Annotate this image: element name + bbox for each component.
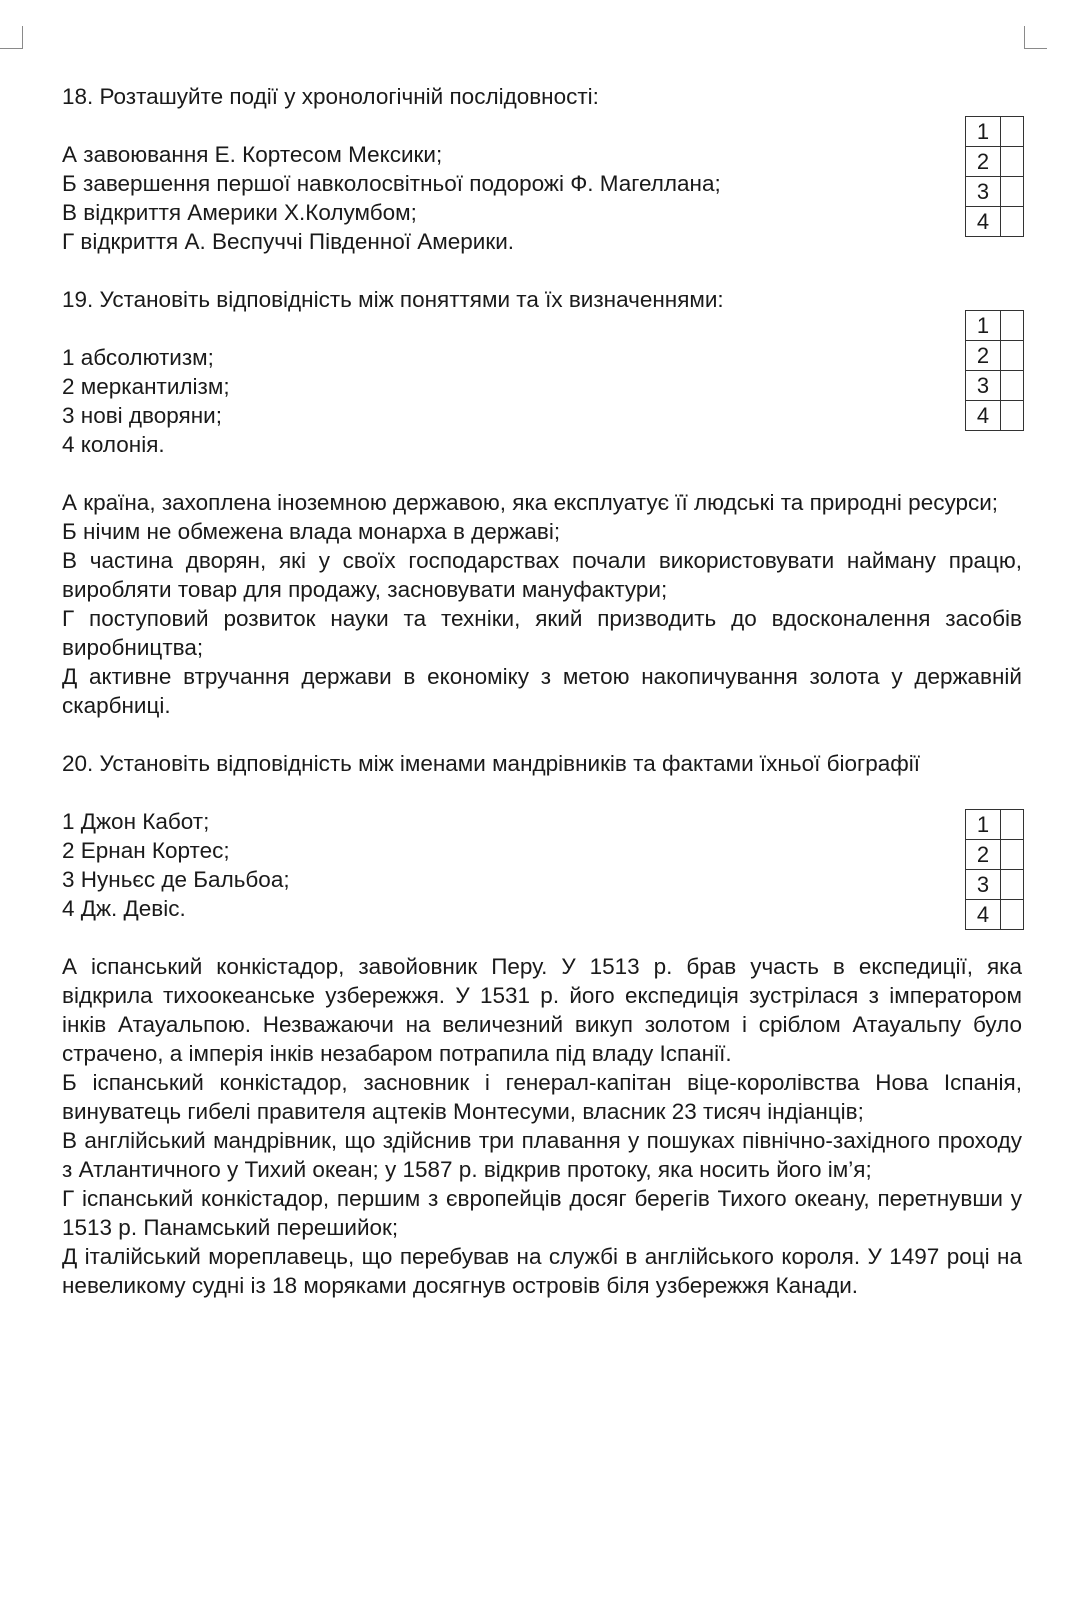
grid-number: 1 (966, 117, 1001, 147)
list-item: 2 меркантилізм; (62, 374, 230, 399)
answer-cell[interactable] (1001, 177, 1024, 207)
list-item: Б нічим не обмежена влада монарха в державі; (62, 519, 561, 544)
list-item: 2 Ернан Кортес; (62, 838, 230, 863)
list-item: 3 Нуньєс де Бальбоа; (62, 867, 290, 892)
list-item: Д італійський мореплавець, що перебував на службі в англійського короля. У 1497 році на невеликому судні із 18 моряками досягнув островів біля узбережжя Канади. (62, 1244, 1022, 1298)
grid-number: 3 (966, 870, 1001, 900)
list-item: 4 колонія. (62, 432, 165, 457)
grid-number: 3 (966, 371, 1001, 401)
list-item: Г поступовий розвиток науки та техніки, який призводить до вдосконалення засобів виробництва; (62, 606, 1022, 660)
grid-number: 2 (966, 840, 1001, 870)
list-item: В частина дворян, які у своїх господарствах почали використовувати найману працю, виробляти товар для продажу, засновувати мануфактури; (62, 548, 1022, 602)
grid-number: 1 (966, 810, 1001, 840)
question-20-facts (62, 952, 1022, 1300)
grid-number: 2 (966, 341, 1001, 371)
list-item: 1 Джон Кабот; (62, 809, 210, 834)
answer-cell[interactable] (1001, 900, 1024, 930)
list-item: Г іспанський конкістадор, першим з європейців досяг берегів Тихого океану, перетнувши у 1513 р. Панамський перешийок; (62, 1186, 1022, 1240)
question-18-title: 18. Розташуйте події у хронологічній послідовності: (62, 84, 599, 109)
answer-cell[interactable] (1001, 311, 1024, 341)
list-item: А завоювання Е. Кортесом Мексики; (62, 142, 443, 167)
list-item: Б іспанський конкістадор, засновник і генерал-капітан віце-королівства Нова Іспанія, винуватець гибелі правителя ацтеків Монтесуми, власник 23 тисяч індіанців; (62, 1070, 1022, 1124)
grid-number: 4 (966, 401, 1001, 431)
list-item: Д активне втручання держави в економіку з метою накопичування золота у державній скарбниці. (62, 664, 1022, 718)
question-20-title: 20. Установіть відповідність між іменами мандрівників та фактами їхньої біографії (62, 751, 920, 776)
question-19-title: 19. Установіть відповідність між поняттями та їх визначеннями: (62, 287, 724, 312)
answer-cell[interactable] (1001, 117, 1024, 147)
page-corner-mark-right (1024, 26, 1047, 49)
question-18-events (62, 140, 1022, 256)
question-19-terms (62, 343, 1022, 459)
list-item: А іспанський конкістадор, завойовник Перу. У 1513 р. брав участь в експедиції, яка відкрила тихоокеанське узбережжя. У 1531 р. його експедиція зустрілася з імператором інків Атауальпою. Незважаючи на величезний викуп золотом і сріблом Атауальпу було страчено, а імперія інків незабаром потрапила під владу Іспанії. (62, 954, 1022, 1066)
answer-cell[interactable] (1001, 401, 1024, 431)
list-item: В відкриття Америки Х.Колумбом; (62, 200, 417, 225)
question-20-names (62, 807, 1022, 923)
grid-number: 2 (966, 147, 1001, 177)
question-20 (62, 749, 1022, 1300)
grid-number: 4 (966, 207, 1001, 237)
question-19 (62, 285, 1022, 720)
list-item: 3 нові дворяни; (62, 403, 222, 428)
answer-cell[interactable] (1001, 870, 1024, 900)
list-item: 1 абсолютизм; (62, 345, 214, 370)
grid-number: 4 (966, 900, 1001, 930)
answer-grid-19 (965, 310, 1024, 431)
answer-cell[interactable] (1001, 371, 1024, 401)
grid-number: 1 (966, 311, 1001, 341)
list-item: 4 Дж. Девіс. (62, 896, 186, 921)
question-19-definitions (62, 488, 1022, 720)
document-page (62, 82, 1022, 1300)
list-item: Г відкриття А. Веспуччі Південної Америки. (62, 229, 515, 254)
question-18 (62, 82, 1022, 256)
list-item: В англійський мандрівник, що здійснив три плавання у пошуках північно-західного проходу з Атлантичного у Тихий океан; у 1587 р. відкрив протоку, яка носить його ім’я; (62, 1128, 1022, 1182)
list-item: Б завершення першої навколосвітньої подорожі Ф. Магеллана; (62, 171, 721, 196)
answer-cell[interactable] (1001, 341, 1024, 371)
answer-cell[interactable] (1001, 147, 1024, 177)
answer-cell[interactable] (1001, 840, 1024, 870)
grid-number: 3 (966, 177, 1001, 207)
list-item: А країна, захоплена іноземною державою, яка експлуатує її людські та природні ресурси; (62, 490, 999, 515)
page-corner-mark-left (0, 26, 23, 49)
answer-grid-18 (965, 116, 1024, 237)
answer-cell[interactable] (1001, 810, 1024, 840)
answer-grid-20 (965, 809, 1024, 930)
answer-cell[interactable] (1001, 207, 1024, 237)
